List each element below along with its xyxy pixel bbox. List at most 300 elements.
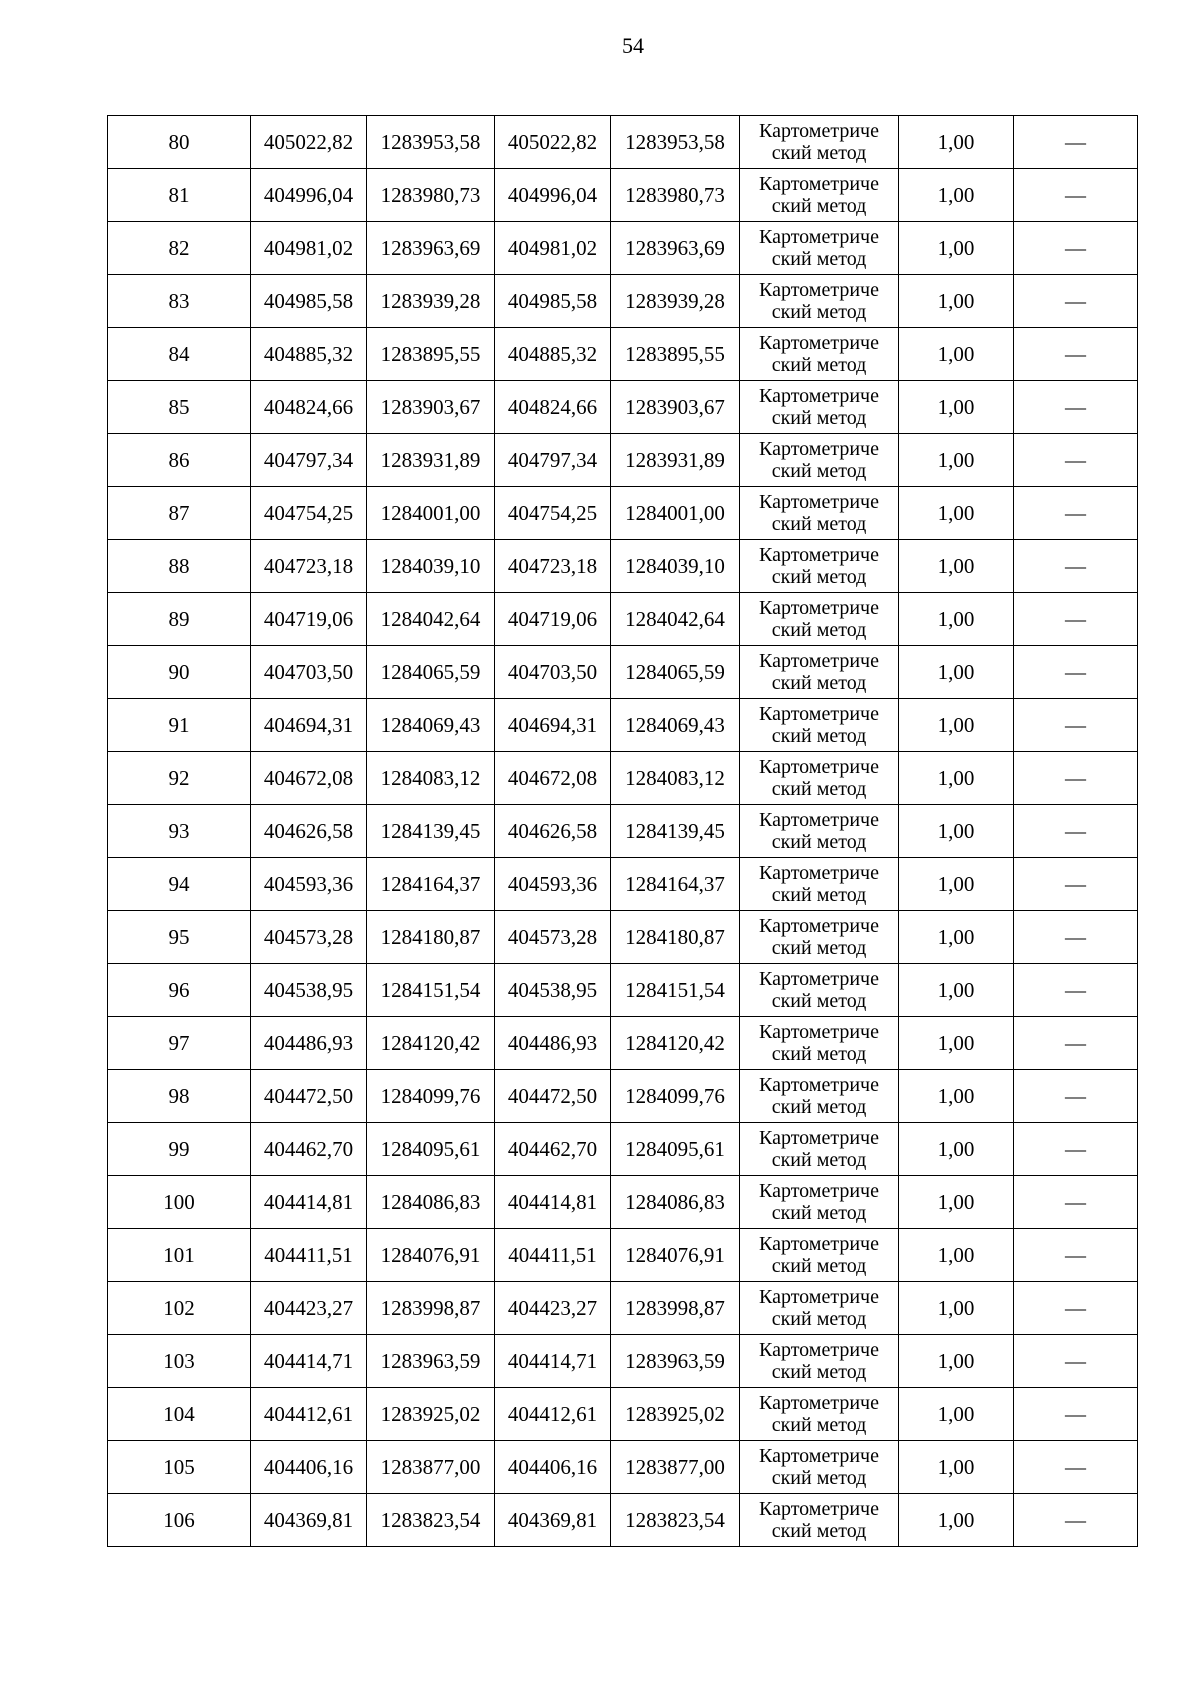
method-cell xyxy=(740,911,899,964)
accuracy-cell: 1,00 xyxy=(899,1017,1014,1070)
method-line-1: Картометриче xyxy=(759,1498,879,1520)
y-refined-cell: 1283925,02 xyxy=(611,1388,740,1441)
accuracy-cell: 1,00 xyxy=(899,434,1014,487)
table-row xyxy=(108,487,1138,540)
accuracy-cell: 1,00 xyxy=(899,752,1014,805)
point-number-cell: 104 xyxy=(108,1388,251,1441)
table-row xyxy=(108,1070,1138,1123)
point-number-cell: 94 xyxy=(108,858,251,911)
y-refined-cell: 1283963,69 xyxy=(611,222,740,275)
y-existing-cell: 1284069,43 xyxy=(367,699,495,752)
description-cell: — xyxy=(1014,1070,1138,1123)
point-number-cell: 103 xyxy=(108,1335,251,1388)
y-existing-cell: 1284139,45 xyxy=(367,805,495,858)
method-cell xyxy=(740,1388,899,1441)
x-refined-cell: 404593,36 xyxy=(495,858,611,911)
table-body xyxy=(108,116,1138,1547)
table-row xyxy=(108,1388,1138,1441)
accuracy-cell: 1,00 xyxy=(899,540,1014,593)
x-existing-cell: 404797,34 xyxy=(251,434,367,487)
method-line-2: ский метод xyxy=(771,513,867,535)
point-number-cell: 99 xyxy=(108,1123,251,1176)
table-row xyxy=(108,1123,1138,1176)
method-line-1: Картометриче xyxy=(759,1392,879,1414)
method-line-1: Картометриче xyxy=(759,1286,879,1308)
method-line-2: ский метод xyxy=(771,778,867,800)
x-refined-cell: 404412,61 xyxy=(495,1388,611,1441)
x-existing-cell: 404885,32 xyxy=(251,328,367,381)
x-existing-cell: 404985,58 xyxy=(251,275,367,328)
method-line-2: ский метод xyxy=(771,1467,867,1489)
method-line-1: Картометриче xyxy=(759,491,879,513)
x-refined-cell: 404369,81 xyxy=(495,1494,611,1547)
accuracy-cell: 1,00 xyxy=(899,964,1014,1017)
page-number: 54 xyxy=(622,33,644,58)
y-existing-cell: 1283998,87 xyxy=(367,1282,495,1335)
coordinates-table xyxy=(107,115,1138,1547)
table-row xyxy=(108,1441,1138,1494)
table-row xyxy=(108,275,1138,328)
method-line-1: Картометриче xyxy=(759,703,879,725)
point-number-cell: 105 xyxy=(108,1441,251,1494)
point-number-cell: 97 xyxy=(108,1017,251,1070)
y-existing-cell: 1284180,87 xyxy=(367,911,495,964)
x-refined-cell: 404626,58 xyxy=(495,805,611,858)
table-row xyxy=(108,646,1138,699)
accuracy-cell: 1,00 xyxy=(899,1229,1014,1282)
accuracy-cell: 1,00 xyxy=(899,911,1014,964)
accuracy-cell: 1,00 xyxy=(899,328,1014,381)
y-existing-cell: 1283823,54 xyxy=(367,1494,495,1547)
x-existing-cell: 404406,16 xyxy=(251,1441,367,1494)
accuracy-cell: 1,00 xyxy=(899,1282,1014,1335)
method-line-1: Картометриче xyxy=(759,1074,879,1096)
method-cell xyxy=(740,1176,899,1229)
point-number-cell: 91 xyxy=(108,699,251,752)
description-cell: — xyxy=(1014,1282,1138,1335)
method-cell xyxy=(740,1494,899,1547)
description-cell: — xyxy=(1014,699,1138,752)
x-existing-cell: 404486,93 xyxy=(251,1017,367,1070)
x-existing-cell: 404414,71 xyxy=(251,1335,367,1388)
x-existing-cell: 404462,70 xyxy=(251,1123,367,1176)
description-cell: — xyxy=(1014,1017,1138,1070)
table-row xyxy=(108,381,1138,434)
y-existing-cell: 1283980,73 xyxy=(367,169,495,222)
x-refined-cell: 404694,31 xyxy=(495,699,611,752)
description-cell: — xyxy=(1014,381,1138,434)
method-line-2: ский метод xyxy=(771,990,867,1012)
y-existing-cell: 1284076,91 xyxy=(367,1229,495,1282)
x-refined-cell: 405022,82 xyxy=(495,116,611,169)
x-refined-cell: 404472,50 xyxy=(495,1070,611,1123)
x-existing-cell: 404626,58 xyxy=(251,805,367,858)
y-refined-cell: 1283931,89 xyxy=(611,434,740,487)
method-cell xyxy=(740,169,899,222)
accuracy-cell: 1,00 xyxy=(899,646,1014,699)
y-existing-cell: 1284001,00 xyxy=(367,487,495,540)
y-existing-cell: 1283931,89 xyxy=(367,434,495,487)
point-number-cell: 90 xyxy=(108,646,251,699)
method-cell xyxy=(740,222,899,275)
table-row xyxy=(108,1229,1138,1282)
y-refined-cell: 1283895,55 xyxy=(611,328,740,381)
y-refined-cell: 1284001,00 xyxy=(611,487,740,540)
x-refined-cell: 404672,08 xyxy=(495,752,611,805)
description-cell: — xyxy=(1014,540,1138,593)
x-existing-cell: 404412,61 xyxy=(251,1388,367,1441)
y-existing-cell: 1283895,55 xyxy=(367,328,495,381)
y-refined-cell: 1284069,43 xyxy=(611,699,740,752)
y-refined-cell: 1284042,64 xyxy=(611,593,740,646)
x-refined-cell: 404703,50 xyxy=(495,646,611,699)
description-cell: — xyxy=(1014,593,1138,646)
x-existing-cell: 404996,04 xyxy=(251,169,367,222)
method-cell xyxy=(740,752,899,805)
x-existing-cell: 404703,50 xyxy=(251,646,367,699)
method-line-2: ский метод xyxy=(771,937,867,959)
method-cell xyxy=(740,1017,899,1070)
accuracy-cell: 1,00 xyxy=(899,1335,1014,1388)
accuracy-cell: 1,00 xyxy=(899,858,1014,911)
accuracy-cell: 1,00 xyxy=(899,1123,1014,1176)
y-refined-cell: 1284076,91 xyxy=(611,1229,740,1282)
description-cell: — xyxy=(1014,1176,1138,1229)
method-line-1: Картометриче xyxy=(759,968,879,990)
table-row xyxy=(108,1494,1138,1547)
method-line-2: ский метод xyxy=(771,407,867,429)
method-line-1: Картометриче xyxy=(759,862,879,884)
x-refined-cell: 404414,71 xyxy=(495,1335,611,1388)
x-existing-cell: 404981,02 xyxy=(251,222,367,275)
method-line-1: Картометриче xyxy=(759,1339,879,1361)
method-line-2: ский метод xyxy=(771,725,867,747)
method-line-2: ский метод xyxy=(771,460,867,482)
x-existing-cell: 404538,95 xyxy=(251,964,367,1017)
x-refined-cell: 404797,34 xyxy=(495,434,611,487)
accuracy-cell: 1,00 xyxy=(899,275,1014,328)
method-line-1: Картометриче xyxy=(759,650,879,672)
description-cell: — xyxy=(1014,1441,1138,1494)
accuracy-cell: 1,00 xyxy=(899,116,1014,169)
x-refined-cell: 404423,27 xyxy=(495,1282,611,1335)
table-row xyxy=(108,593,1138,646)
description-cell: — xyxy=(1014,328,1138,381)
y-existing-cell: 1284151,54 xyxy=(367,964,495,1017)
y-refined-cell: 1284086,83 xyxy=(611,1176,740,1229)
method-line-2: ский метод xyxy=(771,884,867,906)
point-number-cell: 81 xyxy=(108,169,251,222)
accuracy-cell: 1,00 xyxy=(899,381,1014,434)
point-number-cell: 87 xyxy=(108,487,251,540)
table-row xyxy=(108,540,1138,593)
point-number-cell: 95 xyxy=(108,911,251,964)
y-refined-cell: 1283980,73 xyxy=(611,169,740,222)
point-number-cell: 98 xyxy=(108,1070,251,1123)
description-cell: — xyxy=(1014,1494,1138,1547)
method-cell xyxy=(740,116,899,169)
table-row xyxy=(108,1017,1138,1070)
table-row xyxy=(108,1176,1138,1229)
method-line-1: Картометриче xyxy=(759,1127,879,1149)
method-line-2: ский метод xyxy=(771,619,867,641)
method-cell xyxy=(740,275,899,328)
y-refined-cell: 1283939,28 xyxy=(611,275,740,328)
description-cell: — xyxy=(1014,1388,1138,1441)
x-refined-cell: 404985,58 xyxy=(495,275,611,328)
accuracy-cell: 1,00 xyxy=(899,1388,1014,1441)
x-existing-cell: 404411,51 xyxy=(251,1229,367,1282)
accuracy-cell: 1,00 xyxy=(899,1494,1014,1547)
table-row xyxy=(108,1335,1138,1388)
method-line-2: ский метод xyxy=(771,301,867,323)
method-line-2: ский метод xyxy=(771,1414,867,1436)
x-refined-cell: 404573,28 xyxy=(495,911,611,964)
method-line-1: Картометриче xyxy=(759,1180,879,1202)
description-cell: — xyxy=(1014,752,1138,805)
y-refined-cell: 1283998,87 xyxy=(611,1282,740,1335)
point-number-cell: 83 xyxy=(108,275,251,328)
point-number-cell: 100 xyxy=(108,1176,251,1229)
point-number-cell: 82 xyxy=(108,222,251,275)
table-row xyxy=(108,752,1138,805)
point-number-cell: 84 xyxy=(108,328,251,381)
method-cell xyxy=(740,434,899,487)
description-cell: — xyxy=(1014,222,1138,275)
accuracy-cell: 1,00 xyxy=(899,593,1014,646)
y-existing-cell: 1283963,59 xyxy=(367,1335,495,1388)
y-refined-cell: 1283877,00 xyxy=(611,1441,740,1494)
table-row xyxy=(108,222,1138,275)
y-existing-cell: 1283953,58 xyxy=(367,116,495,169)
table-row xyxy=(108,328,1138,381)
method-cell xyxy=(740,1123,899,1176)
method-line-2: ский метод xyxy=(771,1308,867,1330)
y-refined-cell: 1284164,37 xyxy=(611,858,740,911)
point-number-cell: 106 xyxy=(108,1494,251,1547)
method-cell xyxy=(740,1441,899,1494)
description-cell: — xyxy=(1014,1229,1138,1282)
x-existing-cell: 404672,08 xyxy=(251,752,367,805)
accuracy-cell: 1,00 xyxy=(899,1070,1014,1123)
method-line-2: ский метод xyxy=(771,142,867,164)
accuracy-cell: 1,00 xyxy=(899,699,1014,752)
method-line-1: Картометриче xyxy=(759,1021,879,1043)
x-existing-cell: 404414,81 xyxy=(251,1176,367,1229)
description-cell: — xyxy=(1014,646,1138,699)
description-cell: — xyxy=(1014,911,1138,964)
description-cell: — xyxy=(1014,1123,1138,1176)
method-cell xyxy=(740,593,899,646)
x-refined-cell: 404719,06 xyxy=(495,593,611,646)
method-line-2: ский метод xyxy=(771,566,867,588)
method-line-2: ский метод xyxy=(771,1096,867,1118)
method-cell xyxy=(740,381,899,434)
method-line-1: Картометриче xyxy=(759,438,879,460)
x-refined-cell: 404414,81 xyxy=(495,1176,611,1229)
x-existing-cell: 404824,66 xyxy=(251,381,367,434)
y-existing-cell: 1284086,83 xyxy=(367,1176,495,1229)
y-existing-cell: 1284039,10 xyxy=(367,540,495,593)
x-existing-cell: 404719,06 xyxy=(251,593,367,646)
point-number-cell: 80 xyxy=(108,116,251,169)
method-line-2: ский метод xyxy=(771,195,867,217)
method-line-1: Картометриче xyxy=(759,173,879,195)
description-cell: — xyxy=(1014,434,1138,487)
method-line-1: Картометриче xyxy=(759,1445,879,1467)
table-row xyxy=(108,964,1138,1017)
method-line-2: ский метод xyxy=(771,1202,867,1224)
y-existing-cell: 1283925,02 xyxy=(367,1388,495,1441)
y-refined-cell: 1284099,76 xyxy=(611,1070,740,1123)
x-existing-cell: 404754,25 xyxy=(251,487,367,540)
x-existing-cell: 404369,81 xyxy=(251,1494,367,1547)
accuracy-cell: 1,00 xyxy=(899,487,1014,540)
y-refined-cell: 1284139,45 xyxy=(611,805,740,858)
method-line-1: Картометриче xyxy=(759,756,879,778)
y-existing-cell: 1284095,61 xyxy=(367,1123,495,1176)
table-row xyxy=(108,169,1138,222)
x-refined-cell: 404538,95 xyxy=(495,964,611,1017)
y-existing-cell: 1284042,64 xyxy=(367,593,495,646)
x-existing-cell: 404573,28 xyxy=(251,911,367,964)
description-cell: — xyxy=(1014,1335,1138,1388)
method-line-1: Картометриче xyxy=(759,385,879,407)
method-cell xyxy=(740,1282,899,1335)
x-refined-cell: 404885,32 xyxy=(495,328,611,381)
method-cell xyxy=(740,328,899,381)
x-refined-cell: 404462,70 xyxy=(495,1123,611,1176)
description-cell: — xyxy=(1014,275,1138,328)
x-refined-cell: 404981,02 xyxy=(495,222,611,275)
method-cell xyxy=(740,805,899,858)
y-existing-cell: 1284083,12 xyxy=(367,752,495,805)
method-cell xyxy=(740,646,899,699)
method-line-1: Картометриче xyxy=(759,544,879,566)
y-refined-cell: 1284095,61 xyxy=(611,1123,740,1176)
y-refined-cell: 1284039,10 xyxy=(611,540,740,593)
description-cell: — xyxy=(1014,964,1138,1017)
x-existing-cell: 404472,50 xyxy=(251,1070,367,1123)
x-existing-cell: 404694,31 xyxy=(251,699,367,752)
table-row xyxy=(108,911,1138,964)
method-line-2: ский метод xyxy=(771,1520,867,1542)
method-line-1: Картометриче xyxy=(759,279,879,301)
method-line-1: Картометриче xyxy=(759,1233,879,1255)
description-cell: — xyxy=(1014,169,1138,222)
accuracy-cell: 1,00 xyxy=(899,169,1014,222)
method-cell xyxy=(740,858,899,911)
y-existing-cell: 1284099,76 xyxy=(367,1070,495,1123)
method-line-1: Картометриче xyxy=(759,332,879,354)
x-existing-cell: 404723,18 xyxy=(251,540,367,593)
accuracy-cell: 1,00 xyxy=(899,805,1014,858)
description-cell: — xyxy=(1014,805,1138,858)
y-existing-cell: 1283877,00 xyxy=(367,1441,495,1494)
method-line-2: ский метод xyxy=(771,831,867,853)
method-line-2: ский метод xyxy=(771,1361,867,1383)
description-cell: — xyxy=(1014,487,1138,540)
x-refined-cell: 404406,16 xyxy=(495,1441,611,1494)
point-number-cell: 86 xyxy=(108,434,251,487)
method-cell xyxy=(740,699,899,752)
method-cell xyxy=(740,1335,899,1388)
y-existing-cell: 1283963,69 xyxy=(367,222,495,275)
table-row xyxy=(108,1282,1138,1335)
y-refined-cell: 1284083,12 xyxy=(611,752,740,805)
x-refined-cell: 404754,25 xyxy=(495,487,611,540)
x-refined-cell: 404996,04 xyxy=(495,169,611,222)
table-row xyxy=(108,805,1138,858)
y-refined-cell: 1284120,42 xyxy=(611,1017,740,1070)
y-refined-cell: 1283823,54 xyxy=(611,1494,740,1547)
y-refined-cell: 1283953,58 xyxy=(611,116,740,169)
table-row xyxy=(108,699,1138,752)
y-existing-cell: 1284120,42 xyxy=(367,1017,495,1070)
point-number-cell: 101 xyxy=(108,1229,251,1282)
point-number-cell: 93 xyxy=(108,805,251,858)
method-line-1: Картометриче xyxy=(759,809,879,831)
x-refined-cell: 404411,51 xyxy=(495,1229,611,1282)
point-number-cell: 102 xyxy=(108,1282,251,1335)
y-existing-cell: 1283903,67 xyxy=(367,381,495,434)
table-row xyxy=(108,858,1138,911)
method-cell xyxy=(740,964,899,1017)
x-refined-cell: 404723,18 xyxy=(495,540,611,593)
method-cell xyxy=(740,1229,899,1282)
method-line-1: Картометриче xyxy=(759,120,879,142)
method-line-2: ский метод xyxy=(771,672,867,694)
point-number-cell: 92 xyxy=(108,752,251,805)
y-refined-cell: 1284151,54 xyxy=(611,964,740,1017)
y-refined-cell: 1284065,59 xyxy=(611,646,740,699)
accuracy-cell: 1,00 xyxy=(899,1176,1014,1229)
method-line-1: Картометриче xyxy=(759,597,879,619)
accuracy-cell: 1,00 xyxy=(899,1441,1014,1494)
description-cell: — xyxy=(1014,116,1138,169)
method-cell xyxy=(740,540,899,593)
point-number-cell: 88 xyxy=(108,540,251,593)
method-line-1: Картометриче xyxy=(759,226,879,248)
x-existing-cell: 404423,27 xyxy=(251,1282,367,1335)
y-existing-cell: 1284065,59 xyxy=(367,646,495,699)
x-existing-cell: 405022,82 xyxy=(251,116,367,169)
accuracy-cell: 1,00 xyxy=(899,222,1014,275)
method-line-2: ский метод xyxy=(771,354,867,376)
method-line-2: ский метод xyxy=(771,248,867,270)
table-row xyxy=(108,116,1138,169)
y-existing-cell: 1284164,37 xyxy=(367,858,495,911)
point-number-cell: 89 xyxy=(108,593,251,646)
table-row xyxy=(108,434,1138,487)
method-cell xyxy=(740,487,899,540)
method-line-2: ский метод xyxy=(771,1149,867,1171)
method-line-1: Картометриче xyxy=(759,915,879,937)
y-refined-cell: 1283963,59 xyxy=(611,1335,740,1388)
method-line-2: ский метод xyxy=(771,1043,867,1065)
x-refined-cell: 404824,66 xyxy=(495,381,611,434)
y-refined-cell: 1283903,67 xyxy=(611,381,740,434)
point-number-cell: 85 xyxy=(108,381,251,434)
x-refined-cell: 404486,93 xyxy=(495,1017,611,1070)
description-cell: — xyxy=(1014,858,1138,911)
point-number-cell: 96 xyxy=(108,964,251,1017)
y-existing-cell: 1283939,28 xyxy=(367,275,495,328)
x-existing-cell: 404593,36 xyxy=(251,858,367,911)
method-line-2: ский метод xyxy=(771,1255,867,1277)
y-refined-cell: 1284180,87 xyxy=(611,911,740,964)
method-cell xyxy=(740,1070,899,1123)
